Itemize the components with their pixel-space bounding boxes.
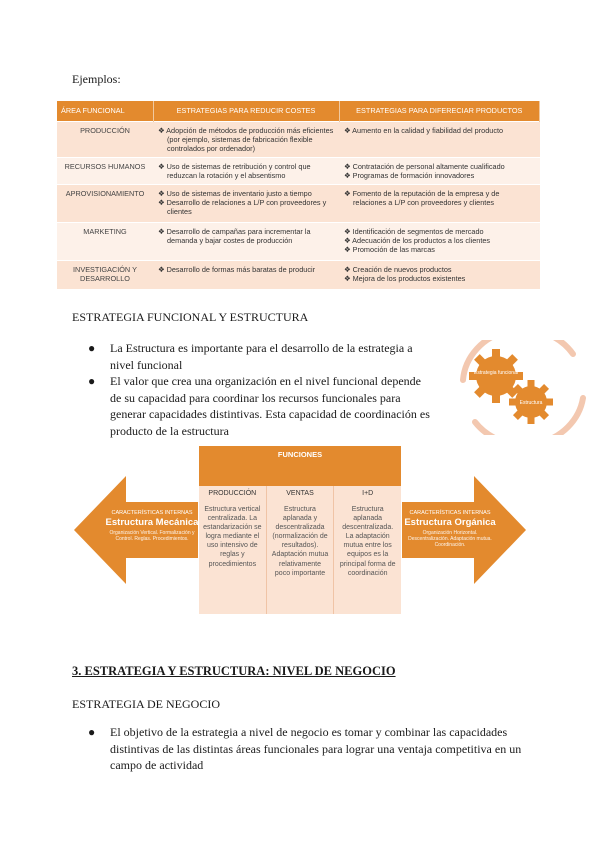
list-item: ❖ Desarrollo de relaciones a L/P con proveedores y clientes bbox=[158, 198, 327, 217]
functional-strategy-bullets bbox=[88, 340, 433, 439]
column-title: I+D bbox=[362, 490, 374, 497]
table-row bbox=[57, 157, 540, 184]
funciones-header bbox=[199, 446, 401, 486]
table-row bbox=[57, 121, 540, 157]
column-title: VENTAS bbox=[286, 490, 314, 497]
left-sub: CARACTERÍSTICAS INTERNAS bbox=[111, 510, 193, 516]
list-item: ❖ Creación de nuevos productos bbox=[344, 265, 452, 275]
costes-cell bbox=[153, 261, 339, 289]
gears-illustration bbox=[455, 340, 590, 435]
column-text: Estructura vertical centralizada. La estandarización se logra mediante el uso intensivo de reglas y procedimientos bbox=[203, 506, 262, 568]
diferenciar-cell bbox=[339, 157, 540, 184]
list-item: ● El objetivo de la estrategia a nivel de negocio es tomar y combinar las capacidades distintivas de las distintas áreas funcionales para lograr una ventaja competitiva en un campo de actividad bbox=[88, 725, 522, 772]
header-area: ÁREA FUNCIONAL bbox=[57, 101, 153, 121]
list-item: ❖ Desarrollo de formas más baratas de producir bbox=[158, 265, 316, 275]
gear-2-label: Estructura bbox=[519, 400, 543, 406]
diferenciar-cell bbox=[339, 261, 540, 289]
list-item: ❖ Identificación de segmentos de mercado bbox=[344, 227, 484, 237]
table-row bbox=[57, 223, 540, 261]
list-item: ❖ Mejora de los productos existentes bbox=[344, 274, 466, 284]
list-item: ❖ Adecuación de los productos a los clientes bbox=[344, 236, 491, 246]
list-item: ❖ Uso de sistemas de retribución y control que reduzcan la rotación y el absentismo bbox=[158, 161, 311, 180]
right-desc: Organización Horizontal. Descentralización. Adaptación mutua. Coordinación. bbox=[408, 530, 492, 548]
table-header-row bbox=[57, 101, 540, 121]
right-arrow-text bbox=[402, 510, 498, 548]
diferenciar-cell bbox=[339, 185, 540, 223]
table-row bbox=[57, 261, 540, 289]
examples-heading: Ejemplos: bbox=[72, 72, 121, 86]
column-produccion bbox=[199, 486, 267, 614]
section-title-business-level: 3. ESTRATEGIA Y ESTRUCTURA: NIVEL DE NEGOCIO bbox=[72, 664, 396, 678]
header-costes: ESTRATEGIAS PARA REDUCIR COSTES bbox=[153, 101, 339, 121]
area-cell: PRODUCCIÓN bbox=[57, 121, 153, 157]
list-item: ❖ Programas de formación innovadores bbox=[344, 170, 475, 180]
list-item: ❖ Uso de sistemas de inventario justo a tiempo bbox=[158, 189, 312, 199]
list-item: ❖ Adopción de métodos de producción más eficientes (por ejemplo, sistemas de fabricación flexible controlados por ordenador) bbox=[158, 125, 334, 153]
area-cell: RECURSOS HUMANOS bbox=[57, 157, 153, 184]
left-desc: Organización Vertical. Formalización y Control. Reglas. Procedimientos. bbox=[109, 530, 195, 542]
costes-cell bbox=[153, 223, 339, 261]
diferenciar-cell bbox=[339, 223, 540, 261]
area-cell: INVESTIGACIÓN Y DESARROLLO bbox=[57, 261, 153, 289]
costes-cell bbox=[153, 157, 339, 184]
column-ventas bbox=[267, 486, 335, 614]
section-title-functional-strategy: ESTRATEGIA FUNCIONAL Y ESTRUCTURA bbox=[72, 310, 309, 324]
gear-icon bbox=[509, 380, 553, 424]
area-cell: MARKETING bbox=[57, 223, 153, 261]
list-item: ● La Estructura es importante para el desarrollo de la estrategia a nivel funcional bbox=[88, 341, 413, 372]
area-cell: APROVISIONAMIENTO bbox=[57, 185, 153, 223]
header-diferenciar: ESTRATEGIAS PARA DIFERECIAR PRODUCTOS bbox=[339, 101, 540, 121]
gear-icon bbox=[469, 349, 523, 403]
list-item: ❖ Fomento de la reputación de la empresa y de relaciones a L/P con proveedores y clientes bbox=[344, 189, 500, 208]
structure-diagram bbox=[74, 446, 526, 614]
costes-cell bbox=[153, 121, 339, 157]
diferenciar-cell bbox=[339, 121, 540, 157]
list-item: ❖ Contratación de personal altamente cualificado bbox=[344, 161, 505, 171]
business-strategy-bullets bbox=[88, 724, 533, 774]
column-id bbox=[334, 486, 401, 614]
table-row bbox=[57, 185, 540, 223]
funciones-label: FUNCIONES bbox=[277, 450, 323, 459]
costes-cell bbox=[153, 185, 339, 223]
section-title-business-strategy: ESTRATEGIA DE NEGOCIO bbox=[72, 697, 220, 711]
list-item: ● El valor que crea una organización en el nivel funcional depende de su capacidad para coordinar los recursos funcionales para generar capacidades distintivas. Esta capacidad de coordinación es producto de la estructura bbox=[88, 374, 430, 438]
list-item: ❖ Promoción de las marcas bbox=[344, 245, 435, 255]
list-item: ❖ Desarrollo de campañas para incrementar la demanda y bajar costes de producción bbox=[158, 227, 311, 246]
list-item: ❖ Aumento en la calidad y fiabilidad del producto bbox=[344, 125, 504, 135]
column-text: Estructura aplanada descentralizada. La adaptación mutua entre los equipos es la principal forma de coordinación bbox=[339, 506, 396, 577]
functions-columns bbox=[199, 486, 401, 614]
functional-strategies-table bbox=[57, 101, 540, 289]
left-title: Estructura Mecánica bbox=[105, 517, 199, 528]
column-text: Estructura aplanada y descentralizada (normalización de resultados). Adaptación mutua relativamente poco importante bbox=[271, 506, 329, 577]
right-sub: CARACTERÍSTICAS INTERNAS bbox=[409, 510, 491, 516]
left-arrow-text bbox=[104, 510, 200, 542]
right-title: Estructura Orgánica bbox=[404, 517, 496, 528]
column-title: PRODUCCIÓN bbox=[208, 490, 257, 497]
gear-1-label: Estrategia funcional bbox=[474, 370, 518, 376]
